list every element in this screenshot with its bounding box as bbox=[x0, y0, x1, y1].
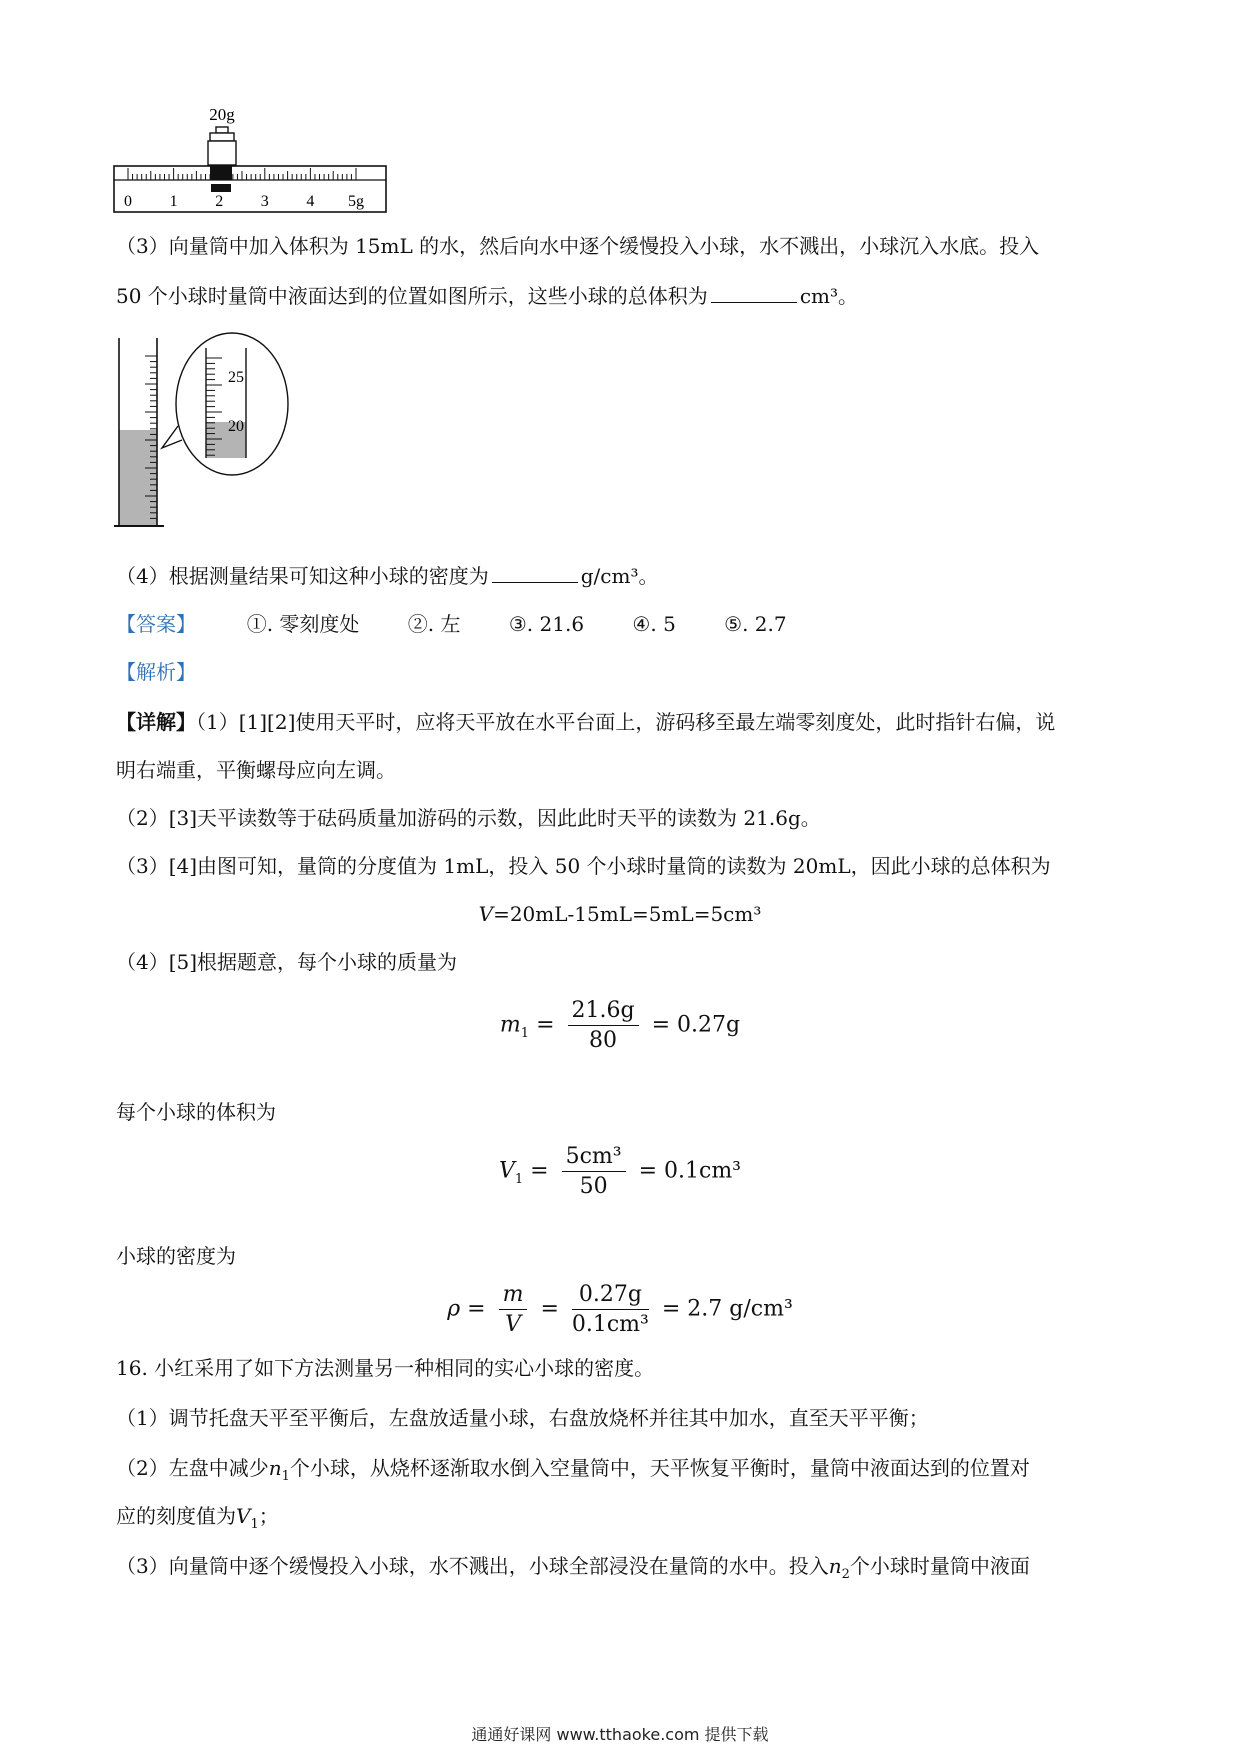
eq-m-sub: 1 bbox=[520, 1025, 530, 1041]
detail-line1 bbox=[116, 708, 1055, 736]
q16-s3-sub: 2 bbox=[841, 1567, 850, 1582]
q15-part4-text: （4）根据测量结果可知这种小球的密度为 bbox=[116, 564, 489, 588]
q16-s3-pre: （3）向量筒中逐个缓慢投入小球，水不溅出，小球全部浸没在量筒的水中。投入 bbox=[116, 1554, 829, 1578]
q15-part3-line1: （3）向量筒中加入体积为 15mL 的水，然后向水中逐个缓慢投入小球，水不溅出，小球沉入水底。投入 bbox=[116, 234, 1040, 258]
q15-part3-line2 bbox=[116, 282, 858, 310]
analysis-label: 【解析】 bbox=[116, 660, 196, 684]
detail-line3: （2）[3]天平读数等于砝码质量加游码的示数，因此此时天平的读数为 21.6g。 bbox=[116, 806, 821, 830]
eq-rho-frac1 bbox=[499, 1282, 528, 1337]
weight-body bbox=[208, 141, 236, 165]
eq-v1-sub: 1 bbox=[514, 1171, 524, 1187]
answer-blank-volume[interactable] bbox=[711, 284, 797, 303]
eq-rho-den2: 0.1cm³ bbox=[571, 1312, 649, 1337]
q16-s2b-pre: 应的刻度值为 bbox=[116, 1504, 236, 1528]
q16-s2a-sub: 1 bbox=[281, 1469, 290, 1484]
scale-ticks bbox=[128, 168, 356, 180]
answer-item-2: ②. 左 bbox=[407, 612, 461, 636]
eq-v1-frac bbox=[562, 1144, 626, 1199]
q16-s2a-post: 个小球，从烧杯逐渐取水倒入空量筒中，天平恢复平衡时，量筒中液面达到的位置对 bbox=[289, 1456, 1030, 1480]
equation-m1: $m_1$ = $\frac{21.6g}{80}$ = 0.27g bbox=[499, 998, 741, 1053]
eq-v-rest: =20mL-15mL=5mL=5cm³ bbox=[493, 902, 762, 926]
scale-label: 1 bbox=[169, 193, 178, 210]
weight-label: 20g bbox=[209, 105, 235, 124]
eq-m-den: 80 bbox=[589, 1028, 618, 1053]
detail-label: 【详解】 bbox=[116, 710, 196, 734]
eq-m-res: = 0.27g bbox=[651, 1012, 741, 1038]
eq-rho-frac2 bbox=[572, 1282, 649, 1337]
answer-line bbox=[116, 610, 787, 638]
scale-beam bbox=[114, 166, 386, 212]
mark-25: 25 bbox=[228, 369, 244, 386]
answer-item-3: ③. 21.6 bbox=[508, 612, 585, 636]
equation-v1: $V_1$ = $\frac{\text{5cm³}}{50}$ = 0.1cm³ bbox=[498, 1144, 741, 1199]
q16-s2a-var: n bbox=[268, 1456, 282, 1480]
weight-handle bbox=[216, 127, 228, 133]
cylinder-water bbox=[119, 430, 157, 526]
detail-line2: 明右端重，平衡螺母应向左调。 bbox=[116, 758, 396, 782]
q16-s2b-post: ； bbox=[258, 1504, 279, 1528]
q16-step2-line1 bbox=[116, 1454, 1030, 1491]
q16-s3-var: n bbox=[828, 1554, 842, 1578]
detail-p1a: （1）[1][2]使用天平时，应将天平放在水平台面上，游码移至最左端零刻度处，此时指针右偏，说 bbox=[196, 710, 1056, 734]
eq-v-var: V bbox=[478, 902, 494, 926]
detail-line5: （4）[5]根据题意，每个小球的质量为 bbox=[116, 950, 458, 974]
eq-v1-num: 5cm³ bbox=[562, 1144, 626, 1172]
eq-v1-den: 50 bbox=[579, 1174, 608, 1199]
scale-labels bbox=[124, 193, 364, 210]
footer-source: 通通好课网 www.tthaoke.com 提供下载 bbox=[471, 1725, 769, 1744]
eq-m-num: 21.6g bbox=[568, 998, 639, 1026]
q16-s3-post: 个小球时量筒中液面 bbox=[849, 1554, 1030, 1578]
eq-rho-num1: m bbox=[499, 1282, 528, 1310]
answer-item-4: ④. 5 bbox=[632, 612, 676, 636]
q16-s2b-var: V bbox=[236, 1504, 251, 1528]
rider-bottom bbox=[211, 184, 231, 192]
eq-v1-res: = 0.1cm³ bbox=[638, 1158, 741, 1184]
scale-label: 5g bbox=[348, 193, 364, 210]
eq-v1-var: V bbox=[498, 1158, 515, 1184]
scale-label: 4 bbox=[306, 193, 315, 210]
q15-part4-line bbox=[116, 562, 658, 590]
rider bbox=[210, 166, 232, 180]
weight-top bbox=[210, 133, 234, 141]
q15-part3-text: 50 个小球时量筒中液面达到的位置如图所示，这些小球的总体积为 bbox=[116, 284, 708, 308]
answer-item-1: ①. 零刻度处 bbox=[246, 612, 360, 636]
detail-line6: 每个小球的体积为 bbox=[116, 1100, 276, 1124]
detail-line4: （3）[4]由图可知，量筒的分度值为 1mL，投入 50 个小球时量筒的读数为 20mL，因此小球的总体积为 bbox=[116, 854, 1051, 878]
q16-s2a-pre: （2）左盘中减少 bbox=[116, 1456, 269, 1480]
answer-label: 【答案】 bbox=[116, 612, 196, 636]
eq-rho-den1: V bbox=[505, 1312, 521, 1337]
q16-s2b-sub: 1 bbox=[250, 1517, 259, 1532]
eq-m-var: m bbox=[499, 1012, 521, 1038]
q16-step1: （1）调节托盘天平至平衡后，左盘放适量小球，右盘放烧杯并往其中加水，直至天平平衡； bbox=[116, 1406, 929, 1430]
eq-m-frac bbox=[568, 998, 639, 1053]
answer-blank-density[interactable] bbox=[492, 564, 578, 583]
q16-title: 16. 小红采用了如下方法测量另一种相同的实心小球的密度。 bbox=[116, 1356, 655, 1380]
eq-rho-num2: 0.27g bbox=[572, 1282, 649, 1310]
scale-label: 3 bbox=[260, 193, 269, 210]
q15-part4-unit: g/cm³。 bbox=[580, 564, 659, 588]
scale-label: 0 bbox=[124, 193, 132, 210]
measuring-cylinder-figure bbox=[112, 330, 292, 534]
q16-step3 bbox=[116, 1552, 1030, 1589]
scale-label: 2 bbox=[215, 193, 224, 210]
equation-v bbox=[0, 902, 1240, 926]
answer-item-5: ⑤. 2.7 bbox=[724, 612, 787, 636]
eq-rho-res: = 2.7 g/cm³ bbox=[661, 1296, 793, 1322]
mark-20: 20 bbox=[228, 418, 244, 435]
eq-rho-var: ρ bbox=[447, 1296, 461, 1322]
balance-scale-figure bbox=[112, 100, 392, 215]
equation-rho: ρ = $\frac{m}{V}$ = $\frac{0.27g}{\text{0.1cm³}}$ = 2.7 g/cm³ bbox=[447, 1282, 793, 1337]
q16-step2-line2 bbox=[116, 1502, 279, 1539]
detail-line7: 小球的密度为 bbox=[116, 1244, 236, 1268]
q15-part3-unit: cm³。 bbox=[799, 284, 858, 308]
